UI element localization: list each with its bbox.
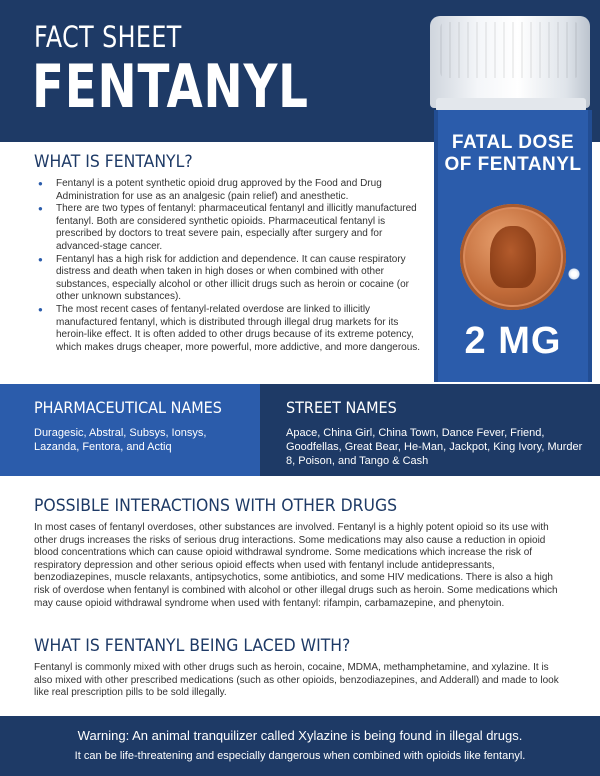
- what-is-heading: WHAT IS FENTANYL?: [34, 152, 193, 172]
- pill-bottle-label: [434, 110, 592, 382]
- fatal-dose-line-1: FATAL DOSE: [451, 132, 575, 153]
- laced-section: [34, 636, 566, 700]
- street-names-heading: STREET NAMES: [286, 398, 397, 417]
- warning-text: Warning: An animal tranquilizer called Xylazine is being found in illegal drugs.: [77, 728, 523, 743]
- fatal-dose-heading: [438, 132, 588, 176]
- laced-text: Fentanyl is commonly mixed with other drugs such as heroin, cocaine, MDMA, methamphetamine, and xylazine. It is also mixed with other prescribed medications (such as other opioids, benzodiazepines, and Adderall) and made to look like real prescription pills to be sold illegally.: [34, 662, 559, 699]
- penny-image: [460, 204, 566, 310]
- what-is-bullet-list: [34, 178, 424, 354]
- page-title: FENTANYL: [32, 52, 309, 122]
- what-is-fentanyl-section: [34, 152, 424, 354]
- fact-sheet-label: FACT SHEET: [34, 20, 182, 54]
- pill-bottle-cap-image: [430, 16, 590, 108]
- list-item: ● Fentanyl is a potent synthetic opioid drug approved by the Food and Drug Administration for use as an analgesic (pain relief) and anesthetic.: [56, 178, 424, 203]
- list-item: ● There are two types of fentanyl: pharmaceutical fentanyl and illicitly manufactured fentanyl. Both are considered synthetic opioids. Pharmaceutical fentanyl is prescribed by doctors to treat severe pain, especially after surgery and for advanced-stage cancer.: [56, 203, 424, 253]
- list-item: ● The most recent cases of fentanyl-related overdose are linked to illicitly manufactured fentanyl, which is distributed through illegal drug markets for its heroin-like effect. It is often added to other drugs because of its extreme potency, which makes drugs cheaper, more powerful, more addictive, and more dangerous.: [56, 304, 424, 354]
- interactions-section: [34, 496, 566, 610]
- street-names-text: Apace, China Girl, China Town, Dance Fever, Friend, Goodfellas, Great Bear, He-Man, Jackpot, King Ivory, Murder 8, Poison, and Tango & Cash: [286, 427, 583, 467]
- warning-footer: [0, 716, 600, 776]
- fatal-dose-line-2: OF FENTANYL: [444, 154, 582, 175]
- pharmaceutical-names-panel: [0, 384, 260, 476]
- interactions-text: In most cases of fentanyl overdoses, other substances are involved. Fentanyl is a highly potent opioid so its use with other drugs increases the risks of serious drug interactions. Some medications may also cause a reduction in opioid blood concentrations which can cause opioid withdrawal syndrome. Some medications which increase the risk of respiratory depression and other serious opioid effects when used with fentanyl include antidepressants, benzodiazepines, muscle relaxants, antipsychotics, some antibiotics, and some HIV medications. There is also a high risk of overdose when fentanyl is combined with alcohol or other illegal drugs such as heroin. Some medications which may cause opioid withdrawal syndrome when used with fentanyl: rifampin, carbamazepine, and phenytoin.: [34, 522, 558, 609]
- pharmaceutical-names-text: Duragesic, Abstral, Subsys, Ionsys, Lazanda, Fentora, and Actiq: [34, 427, 207, 453]
- interactions-heading: POSSIBLE INTERACTIONS WITH OTHER DRUGS: [34, 496, 398, 516]
- laced-heading: WHAT IS FENTANYL BEING LACED WITH?: [34, 636, 351, 656]
- pharmaceutical-names-heading: PHARMACEUTICAL NAMES: [34, 398, 222, 417]
- powder-grains-image: [568, 268, 580, 280]
- street-names-panel: [260, 384, 600, 476]
- fatal-dose-value: 2 MG: [464, 320, 562, 362]
- warning-subtext: It can be life-threatening and especially dangerous when combined with opioids like fentanyl.: [74, 750, 526, 762]
- list-item: ● Fentanyl has a high risk for addiction and dependence. It can cause respiratory distress and death when taken in high doses or when combined with other substances, especially alcohol or other illicit drugs such as heroin or cocaine (or other unknown substances).: [56, 254, 424, 304]
